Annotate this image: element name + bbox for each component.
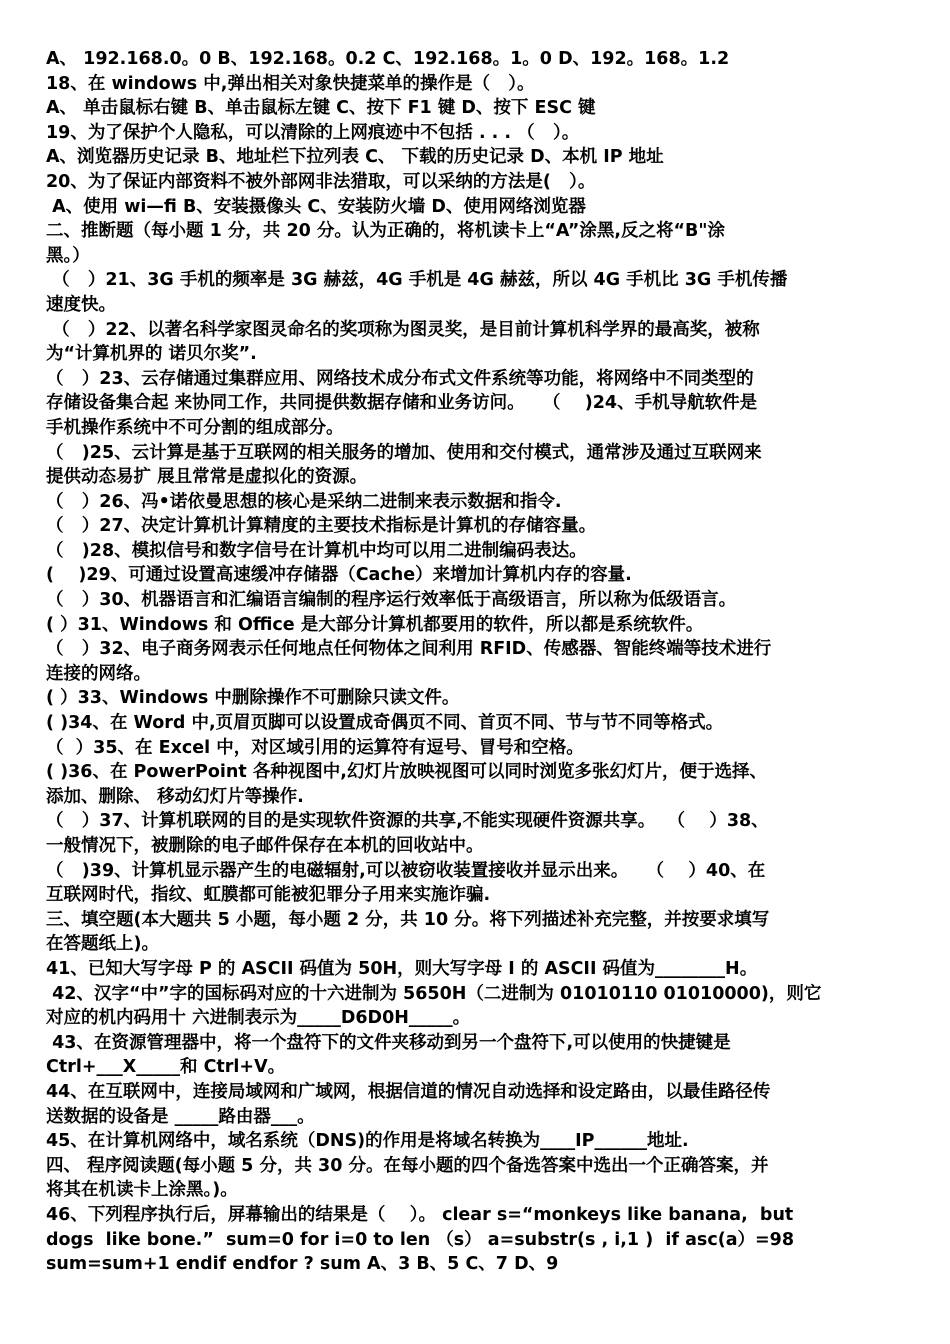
- question-43-cont: Ctrl+___X_____和 Ctrl+V。: [46, 1057, 286, 1078]
- question-23-24: 存储设备集合起 来协同工作，共同提供数据存储和业务访问。 （ )24、手机导航软件是: [46, 393, 758, 414]
- question-44-cont: 送数据的设备是 _____路由器___。: [46, 1106, 315, 1127]
- question-42: 42、汉字“中”字的国标码对应的十六进制为 5650H（二进制为 01010110 01010000)，则它: [46, 983, 822, 1004]
- question-27: （ ）27、决定计算机计算精度的主要技术指标是计算机的存储容量。: [46, 516, 597, 537]
- question-22-cont: 为“计算机界的 诺贝尔奖”.: [46, 344, 257, 365]
- section-4-heading: 四、 程序阅读题(每小题 5 分，共 30 分。在每小题的四个备选答案中选出一个正确答案，并: [46, 1155, 769, 1176]
- question-20: 20、为了保证内部资料不被外部网非法猎取，可以采纳的方法是( ）。: [46, 171, 596, 192]
- question-25-cont: 提供动态易扩 展且常常是虚拟化的资源。: [46, 467, 368, 488]
- question-21-cont: 速度快。: [46, 294, 116, 315]
- section-2-heading-cont: 黑。）: [46, 245, 90, 266]
- question-35: （ ）35、在 Excel 中，对区域引用的运算符有逗号、冒号和空格。: [46, 737, 584, 758]
- question-18: 18、在 windows 中,弹出相关对象快捷菜单的操作是（ ）。: [46, 73, 535, 94]
- question-32: （ ）32、电子商务网表示任何地点任何物体之间利用 RFID、传感器、智能终端等技术进行: [46, 639, 772, 660]
- question-33: ( ）33、Windows 中删除操作不可删除只读文件。: [46, 688, 460, 709]
- section-3-heading: 三、填空题(本大题共 5 小题，每小题 2 分，共 10 分。将下列描述补充完整，并按要求填写: [46, 909, 770, 930]
- question-36: ( )36、在 PowerPoint 各种视图中,幻灯片放映视图可以同时浏览多张幻灯片，便于选择、: [46, 762, 767, 783]
- question-39-40: （ )39、计算机显示器产生的电磁辐射,可以被窃收装置接收并显示出来。 （ ）40、在: [46, 860, 766, 881]
- option-line-q20: A、使用 wi—fi B、安装摄像头 C、安装防火墙 D、使用网络浏览器: [46, 196, 586, 217]
- question-38-cont: 一般情况下，被删除的电子邮件保存在本机的回收站中。: [46, 836, 484, 856]
- question-26: （ ）26、冯•诺依曼思想的核心是采纳二进制来表示数据和指令.: [46, 491, 562, 512]
- question-34: ( )34、在 Word 中,页眉页脚可以设置成奇偶页不同、首页不同、节与节不同等格式。: [46, 713, 724, 734]
- question-30: （ ）30、机器语言和汇编语言编制的程序运行效率低于高级语言，所以称为低级语言。: [46, 590, 737, 611]
- question-41: 41、已知大写字母 P 的 ASCII 码值为 50H，则大写字母 I 的 ASCII 码值为________H。: [46, 958, 758, 979]
- option-line-q17: A、 192.168.0。0 B、192.168。0.2 C、192.168。1。0 D、192。168。1.2: [46, 49, 730, 69]
- question-43: 43、在资源管理器中，将一个盘符下的文件夹移动到另一个盘符下,可以使用的快捷键是: [46, 1032, 731, 1053]
- question-42-cont: 对应的机内码用十 六进制表示为_____D6D0H_____。: [46, 1008, 471, 1029]
- question-22: （ ）22、以著名科学家图灵命名的奖项称为图灵奖，是目前计算机科学界的最高奖，被称: [46, 319, 760, 340]
- question-36-cont: 添加、删除、 移动幻灯片等操作.: [46, 786, 304, 807]
- question-44: 44、在互联网中，连接局域网和广域网，根据信道的情况自动选择和设定路由，以最佳路径传: [46, 1081, 771, 1102]
- question-46: 46、下列程序执行后，屏幕输出的结果是（ ）。 clear s=“monkeys like banana, but: [46, 1204, 794, 1225]
- question-45: 45、在计算机网络中，域名系统（DNS)的作用是将域名转换为____IP______地址.: [46, 1131, 689, 1152]
- question-25: （ )25、云计算是基于互联网的相关服务的增加、使用和交付模式，通常涉及通过互联网来: [46, 442, 762, 463]
- question-21: （ ）21、3G 手机的频率是 3G 赫兹，4G 手机是 4G 赫兹，所以 4G 手机比 3G 手机传播: [46, 270, 788, 291]
- section-4-heading-cont: 将其在机读卡上涂黑。)。: [46, 1180, 238, 1201]
- question-32-cont: 连接的网络。: [46, 663, 151, 684]
- question-19: 19、为了保护个人隐私，可以清除的上网痕迹中不包括 . . . （ ）。: [46, 122, 580, 143]
- section-2-heading: 二、推断题（每小题 1 分，共 20 分。认为正确的，将机读卡上“A”涂黑,反之将“B"涂: [46, 221, 725, 242]
- question-40-cont: 互联网时代，指纹、虹膜都可能被犯罪分子用来实施诈骗.: [46, 885, 491, 906]
- option-line-q18: A、 单击鼠标右键 B、单击鼠标左键 C、按下 F1 键 D、按下 ESC 键: [46, 98, 596, 119]
- option-line-q19: A、浏览器历史记录 B、地址栏下拉列表 C、 下载的历史记录 D、本机 IP 地址: [46, 147, 664, 168]
- question-37-38: （ ）37、计算机联网的目的是实现软件资源的共享,不能实现硬件资源共享。 （ ）38、: [46, 811, 769, 832]
- question-31: ( ）31、Windows 和 Office 是大部分计算机都要用的软件，所以都是系统软件。: [46, 614, 704, 635]
- document-page: [46, 47, 908, 1277]
- question-28: （ )28、模拟信号和数字信号在计算机中均可以用二进制编码表达。: [46, 540, 587, 561]
- question-46-options: sum=sum+1 endif endfor ? sum A、3 B、5 C、7 D、9: [46, 1254, 559, 1275]
- question-29: ( )29、可通过设置高速缓冲存储器（Cache）来增加计算机内存的容量.: [46, 565, 632, 586]
- section-3-heading-cont: 在答题纸上)。: [46, 934, 159, 955]
- question-23: （ ）23、云存储通过集群应用、网络技术成分布式文件系统等功能，将网络中不同类型的: [46, 368, 754, 389]
- question-24-cont: 手机操作系统中不可分割的组成部分。: [46, 417, 344, 438]
- question-46-code: dogs like bone.” sum=0 for i=0 to len （s） a=substr(s , i,1 ) if asc(a）=98: [46, 1229, 795, 1250]
